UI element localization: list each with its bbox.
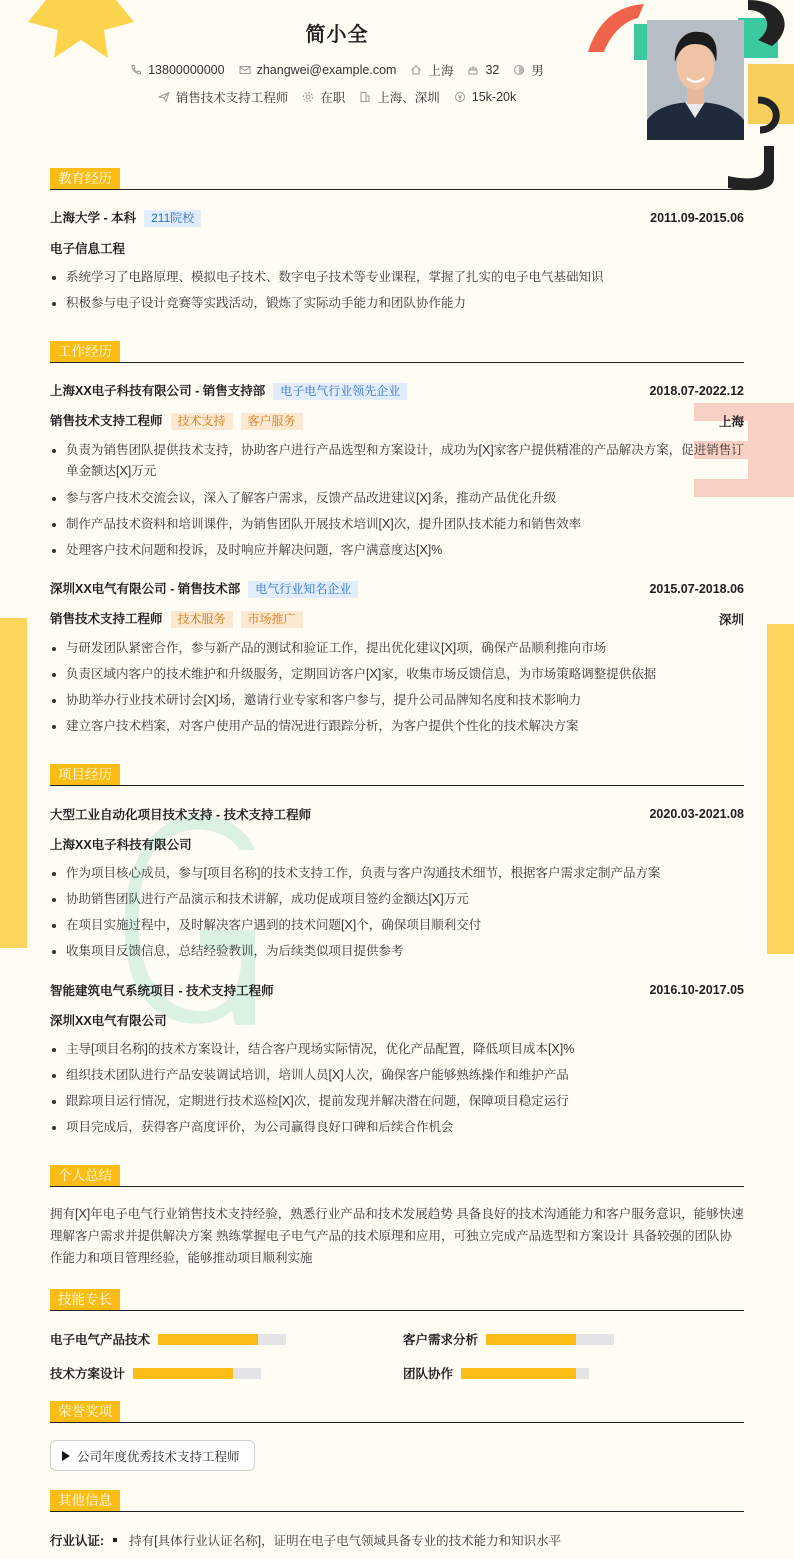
award-item[interactable] [50,1440,255,1471]
section-title-education: 教育经历 [50,168,744,190]
list-item: 与研发团队紧密合作，参与新产品的测试和验证工作，提出优化建议[X]项，确保产品顺利推向市场 [50,638,744,659]
list-item: 收集项目反馈信息，总结经验教训，为后续类似项目提供参考 [50,941,744,962]
list-item: 负责为销售团队提供技术支持，协助客户进行产品选型和方案设计，成功为[X]家客户提供精准的产品解决方案，促进销售订单金额达[X]万元 [50,440,744,482]
home-icon [410,64,422,76]
profile-photo [647,20,744,140]
company-name: 上海XX电子科技有限公司 - 销售支持部 [50,384,266,398]
skill-bar-fill [133,1368,233,1379]
role-title: 销售技术支持工程师 [50,414,163,428]
section-title-work: 工作经历 [50,341,744,363]
left-band-decoration [0,618,27,948]
list-item: 主导[项目名称]的技术方案设计，结合客户现场实际情况，优化产品配置，降低项目成本[X]% [50,1039,744,1060]
education-section [50,168,744,190]
certification-text: 持有[具体行业认证名称]，证明在电子电气领域具备专业的技术能力和知识水平 [129,1534,562,1548]
skill-bar [158,1334,286,1345]
project-date: 2020.03-2021.08 [649,807,744,821]
position-info [158,88,289,106]
work-2-role [50,609,744,628]
list-item: 负责区域内客户的技术维护和升级服务，定期回访客户[X]家，收集市场反馈信息，为市场策略调整提供依据 [50,664,744,685]
city-info [410,61,453,79]
other-section [50,1490,744,1512]
gender-info [513,61,544,79]
project-title: 智能建筑电气系统项目 - 技术支持工程师 [50,984,274,998]
skill-bar-fill [158,1334,258,1345]
summary-section [50,1165,744,1187]
email-info [239,61,397,79]
skill-bar-fill [461,1368,576,1379]
skill-item [50,1330,286,1348]
status-info [302,88,345,106]
certification-label: 行业认证: [50,1534,105,1548]
list-item: 作为项目核心成员，参与[项目名称]的技术支持工作，负责与客户沟通技术细节，根据客户需求定制产品方案 [50,863,744,884]
candidate-name: 简小全 [305,24,369,46]
education-date: 2011.09-2015.06 [650,210,744,225]
skill-name: 团队协作 [403,1367,454,1381]
target-position: 销售技术支持工程师 [175,91,289,105]
skill-item [50,1364,261,1382]
work-1-header [50,381,744,400]
gear-icon [302,91,314,103]
age: 32 [485,63,500,77]
major: 电子信息工程 [50,242,126,256]
send-icon [158,91,170,103]
role-tag: 技术服务 [171,611,233,628]
section-title-skills: 技能专长 [50,1289,744,1311]
project-date: 2016.10-2017.05 [649,983,744,997]
list-item: 组织技术团队进行产品安装调试培训，培训人员[X]人次，确保客户能够熟练操作和维护产品 [50,1065,744,1086]
job-intent-row [50,88,624,106]
contact-row [50,61,624,79]
phone-icon [130,64,142,76]
list-item: 建立客户技术档案，对客户使用产品的情况进行跟踪分析，为客户提供个性化的技术解决方案 [50,716,744,737]
skill-bar-fill [486,1334,576,1345]
gender: 男 [531,64,544,78]
work-location: 深圳 [718,612,744,627]
list-item: 处理客户技术问题和投诉，及时响应并解决问题，客户满意度达[X]% [50,540,744,561]
education-header [50,208,744,227]
skills-section [50,1289,744,1311]
phone-number: 13800000000 [148,63,225,77]
square-bullet-icon [113,1538,117,1542]
city: 上海 [428,64,454,78]
role-tag: 市场推广 [241,611,303,628]
skill-name: 客户需求分析 [403,1333,479,1347]
skill-bar [133,1368,261,1379]
work-1-role [50,411,744,430]
list-item: 系统学习了电路原理、模拟电子技术、数字电子技术等专业课程，掌握了扎实的电子电气基础知识 [50,267,744,288]
list-item: 在项目实施过程中，及时解决客户遇到的技术问题[X]个，确保项目顺利交付 [50,915,744,936]
company-tag: 电子电气行业领先企业 [273,383,407,400]
section-title-summary: 个人总结 [50,1165,744,1187]
role-tag: 客户服务 [241,413,303,430]
certification-row [50,1531,744,1549]
expected-salary: 15k-20k [471,90,517,104]
mail-icon [239,64,251,76]
work-date: 2018.07-2022.12 [649,383,744,398]
school-tag: 211院校 [144,210,201,227]
resume-header [50,0,744,150]
list-item: 协助举办行业技术研讨会[X]场，邀请行业专家和客户参与，提升公司品牌知名度和技术影响力 [50,690,744,711]
summary-text: 拥有[X]年电子电气行业销售技术支持经验，熟悉行业产品和技术发展趋势 具备良好的技术沟通能力和客户服务意识，能够快速理解客户需求并提供解决方案 熟练掌握电子电气产品的技术原理和应用，可独立完成产品选型和方案设计 具备较强的团队协作能力和项目管理经验，能够推动项目顺利实施 [50,1207,744,1265]
project-section [50,764,744,786]
company-name: 深圳XX电气有限公司 - 销售技术部 [50,582,241,596]
project-1-header [50,805,744,823]
skill-name: 电子电气产品技术 [50,1333,151,1347]
list-item: 参与客户技术交流会议，深入了解客户需求，反馈产品改进建议[X]条，推动产品优化升级 [50,488,744,509]
work-location: 上海 [718,414,744,429]
skill-item [403,1330,614,1348]
award-name: 公司年度优秀技术支持工程师 [77,1449,240,1464]
list-item: 项目完成后，获得客户高度评价，为公司赢得良好口碑和后续合作机会 [50,1117,744,1138]
project-2-header [50,981,744,999]
work-date: 2015.07-2018.06 [649,581,744,596]
salary-info [454,88,516,106]
avatar-illustration [647,20,744,140]
right-band-decoration [767,624,794,954]
list-item: 积极参与电子设计竞赛等实践活动，锻炼了实际动手能力和团队协作能力 [50,293,744,314]
list-item: 制作产品技术资料和培训课件，为销售团队开展技术培训[X]次，提升团队技术能力和销售效率 [50,514,744,535]
gender-icon [513,64,525,76]
building-icon [359,91,371,103]
expected-city: 上海、深圳 [377,91,440,105]
role-tag: 技术支持 [171,413,233,430]
list-item: 协助销售团队进行产品演示和技术讲解，成功促成项目签约金额达[X]万元 [50,889,744,910]
skill-bar [486,1334,614,1345]
age-info [467,61,499,79]
section-title-awards: 荣誉奖项 [50,1401,744,1423]
section-title-other: 其他信息 [50,1490,744,1512]
phone-info [130,61,224,79]
work-2-header [50,579,744,598]
project-title: 大型工业自动化项目技术支持 - 技术支持工程师 [50,808,312,822]
money-icon [454,91,466,103]
cake-icon [467,64,479,76]
school-name: 上海大学 - 本科 [50,211,137,225]
play-triangle-icon [62,1451,70,1461]
section-title-project: 项目经历 [50,764,744,786]
company-tag: 电气行业知名企业 [248,581,358,598]
email-address: zhangwei@example.com [256,63,397,77]
project-company: 上海XX电子科技有限公司 [50,838,192,852]
project-company: 深圳XX电气有限公司 [50,1014,167,1028]
skill-bar [461,1368,589,1379]
work-section [50,341,744,363]
skill-name: 技术方案设计 [50,1367,126,1381]
list-item: 跟踪项目运行情况，定期进行技术巡检[X]次，提前发现并解决潜在问题，保障项目稳定运行 [50,1091,744,1112]
expected-city-info [359,88,440,106]
role-title: 销售技术支持工程师 [50,612,163,626]
skill-item [403,1364,589,1382]
job-status: 在职 [320,91,346,105]
resume-page [50,0,744,1548]
awards-section [50,1401,744,1423]
